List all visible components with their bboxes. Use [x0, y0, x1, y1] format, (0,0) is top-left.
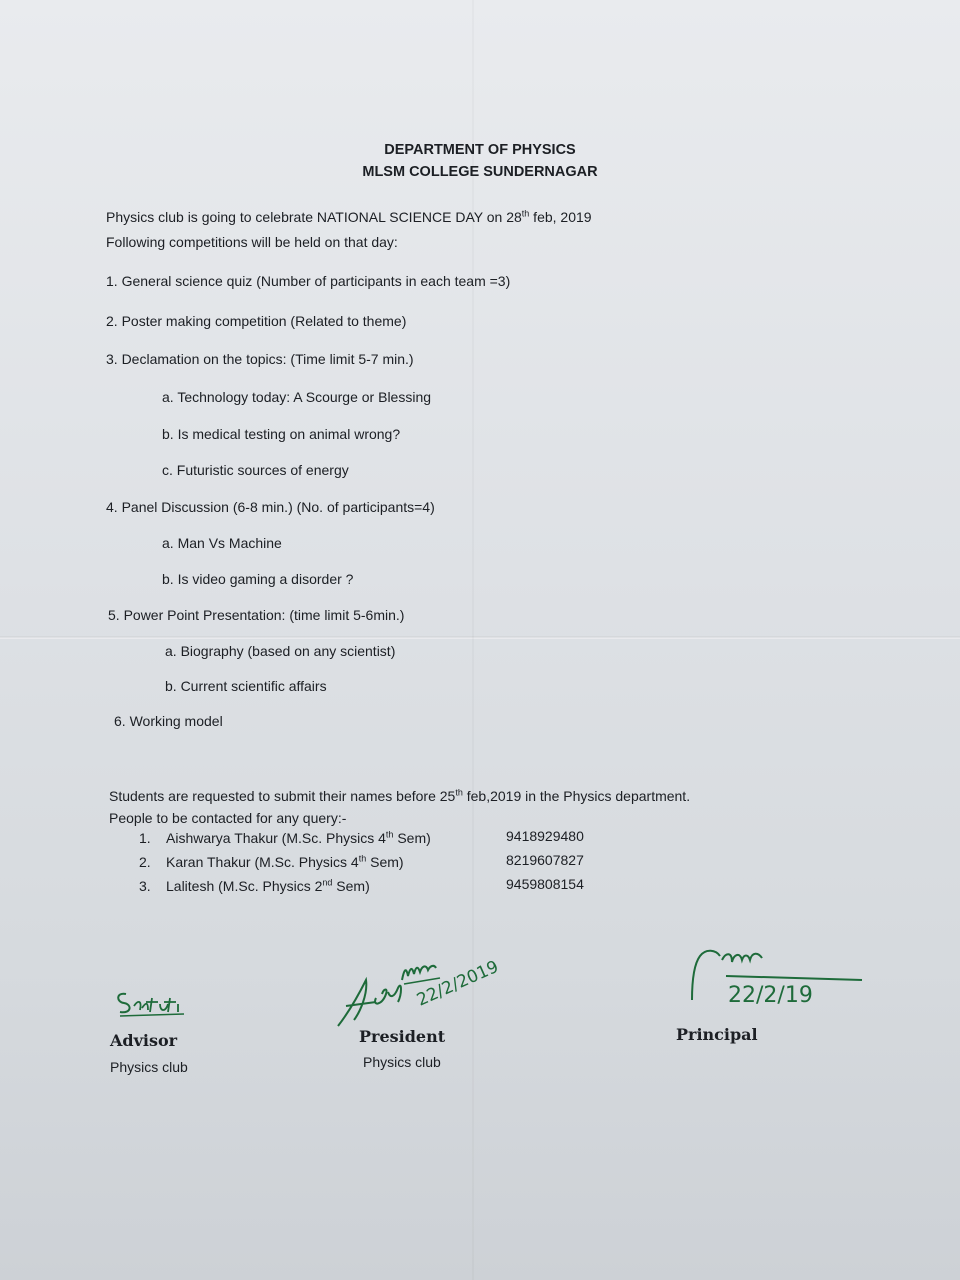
svg-text:22/2/2019: 22/2/2019	[413, 956, 502, 1011]
competition-2: 2. Poster making competition (Related to theme)	[106, 313, 407, 329]
contact-phone: 8219607827	[506, 852, 584, 868]
competition-3: 3. Declamation on the topics: (Time limit 5-7 min.)	[106, 351, 414, 367]
department-heading: DEPARTMENT OF PHYSICS	[384, 142, 576, 158]
topic-3a: a. Technology today: A Scourge or Blessing	[162, 389, 432, 405]
competition-4: 4. Panel Discussion (6-8 min.) (No. of participants=4)	[106, 499, 435, 515]
contact-heading: People to be contacted for any query:-	[109, 810, 347, 826]
contact-number: 1.	[139, 830, 151, 846]
topic-4b: b. Is video gaming a disorder ?	[162, 571, 354, 587]
competition-5: 5. Power Point Presentation: (time limit 5-6min.)	[108, 607, 405, 623]
contact-name: Aishwarya Thakur (M.Sc. Physics 4th Sem)	[166, 829, 431, 846]
president-subtitle: Physics club	[363, 1054, 441, 1070]
intro-line-2: Following competitions will be held on that day:	[106, 234, 398, 250]
advisor-subtitle: Physics club	[110, 1059, 188, 1075]
topic-3c: c. Futuristic sources of energy	[162, 462, 349, 478]
paper-fold	[0, 636, 960, 639]
contact-name: Karan Thakur (M.Sc. Physics 4th Sem)	[166, 853, 404, 870]
submission-notice: Students are requested to submit their names before 25th feb,2019 in the Physics department.	[109, 787, 691, 804]
contact-number: 3.	[139, 878, 151, 894]
principal-title: Principal	[676, 1025, 758, 1044]
competition-1: 1. General science quiz (Number of participants in each team =3)	[106, 273, 511, 289]
topic-4a: a. Man Vs Machine	[162, 535, 282, 551]
advisor-signature	[112, 988, 192, 1023]
principal-signature	[686, 938, 866, 1018]
contact-phone: 9459808154	[506, 876, 584, 892]
intro-line-1: Physics club is going to celebrate NATIONAL SCIENCE DAY on 28th feb, 2019	[106, 208, 592, 225]
svg-text:22/2/19: 22/2/19	[728, 983, 813, 1008]
president-signature	[332, 948, 522, 1038]
competition-6: 6. Working model	[114, 713, 223, 729]
topic-3b: b. Is medical testing on animal wrong?	[162, 426, 401, 442]
paper-crease	[472, 0, 474, 1280]
topic-5a: a. Biography (based on any scientist)	[165, 643, 396, 659]
president-title: President	[359, 1027, 446, 1046]
contact-number: 2.	[139, 854, 151, 870]
contact-name: Lalitesh (M.Sc. Physics 2nd Sem)	[166, 877, 370, 894]
topic-5b: b. Current scientific affairs	[165, 678, 327, 694]
contact-phone: 9418929480	[506, 828, 584, 844]
college-heading: MLSM COLLEGE SUNDERNAGAR	[362, 164, 598, 180]
advisor-title: Advisor	[110, 1031, 178, 1050]
